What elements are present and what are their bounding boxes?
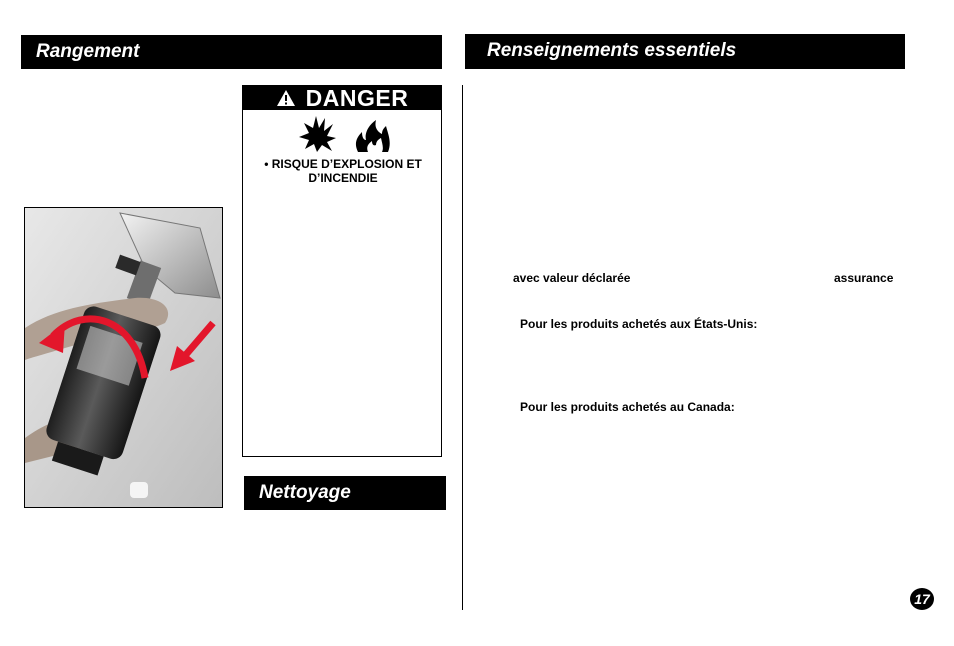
section-header-rangement <box>21 35 442 69</box>
text-valeur-declaree: avec valeur déclarée <box>513 271 631 285</box>
column-divider <box>462 85 463 610</box>
danger-message: • RISQUE D’EXPLOSION ET D’INCENDIE <box>264 157 422 185</box>
danger-title: DANGER <box>305 84 409 111</box>
section-header-renseignements <box>465 34 905 69</box>
text-canada-products: Pour les produits achetés au Canada: <box>520 400 735 414</box>
warning-triangle-icon <box>276 89 296 107</box>
danger-warning-box <box>242 85 442 457</box>
text-assurance: assurance <box>834 271 894 285</box>
danger-header <box>243 86 441 110</box>
photo-illustration <box>25 208 223 508</box>
hazard-icons <box>296 114 396 154</box>
text-us-products: Pour les produits achetés aux États-Unis: <box>520 317 758 331</box>
storage-photo <box>24 207 223 508</box>
page-number: 17 <box>910 588 934 610</box>
section-header-nettoyage <box>244 476 446 510</box>
section-title: Rangement <box>36 41 140 62</box>
explosion-icon <box>299 116 336 152</box>
fire-icon <box>356 120 390 152</box>
section-title: Renseignements essentiels <box>487 40 737 61</box>
section-title: Nettoyage <box>259 482 351 503</box>
